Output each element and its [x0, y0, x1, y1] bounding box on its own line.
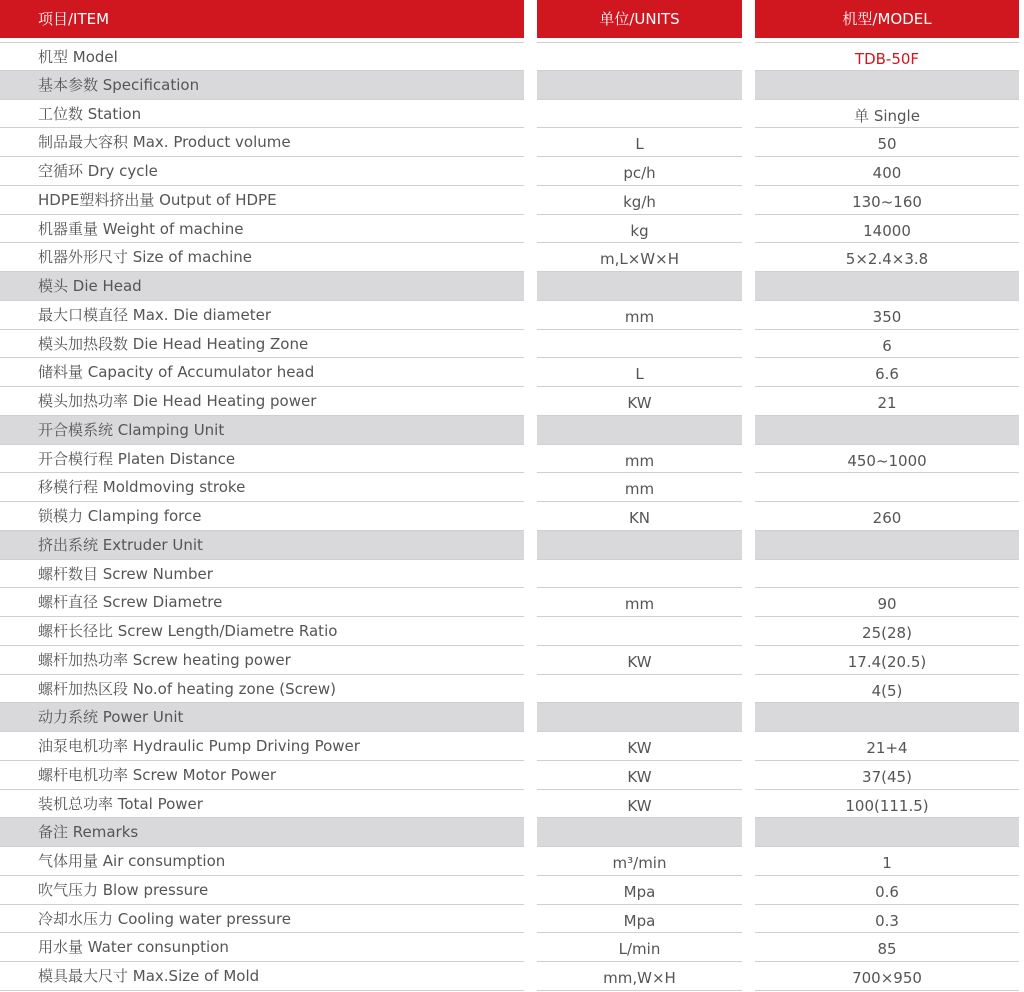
item-cell: 螺杆加热区段 No.of heating zone (Screw) — [0, 675, 524, 704]
item-cell: 用水量 Water consunption — [0, 933, 524, 962]
table-row — [0, 876, 1024, 905]
item-cell: 机型 Model — [0, 42, 524, 71]
unit-cell: KN — [537, 502, 742, 531]
unit-cell — [537, 272, 742, 301]
table-row — [0, 675, 1024, 704]
item-cell: 装机总功率 Total Power — [0, 790, 524, 819]
unit-cell: L/min — [537, 933, 742, 962]
table-row — [0, 560, 1024, 589]
item-cell: 锁模力 Clamping force — [0, 502, 524, 531]
model-value-cell: 400 — [755, 157, 1019, 186]
unit-cell — [537, 71, 742, 100]
table-row — [0, 243, 1024, 272]
model-value-cell: 130~160 — [755, 186, 1019, 215]
table-row — [0, 588, 1024, 617]
unit-cell — [537, 531, 742, 560]
model-value-cell — [755, 531, 1019, 560]
item-cell: 油泵电机功率 Hydraulic Pump Driving Power — [0, 732, 524, 761]
model-value-cell: 1 — [755, 847, 1019, 876]
unit-cell — [537, 818, 742, 847]
unit-cell: pc/h — [537, 157, 742, 186]
table-row — [0, 358, 1024, 387]
item-cell: 螺杆数目 Screw Number — [0, 560, 524, 589]
item-cell: 制品最大容积 Max. Product volume — [0, 128, 524, 157]
table-row — [0, 445, 1024, 474]
model-value-cell: 21+4 — [755, 732, 1019, 761]
unit-cell — [537, 675, 742, 704]
model-value-cell — [755, 473, 1019, 502]
header-model: 机型/MODEL — [755, 0, 1019, 38]
model-value-cell: 37(45) — [755, 761, 1019, 790]
model-value-cell: 25(28) — [755, 617, 1019, 646]
model-value-cell — [755, 416, 1019, 445]
item-cell: 模具最大尺寸 Max.Size of Mold — [0, 962, 524, 991]
section-row — [0, 416, 1024, 445]
unit-cell: KW — [537, 387, 742, 416]
unit-cell: Mpa — [537, 905, 742, 934]
unit-cell — [537, 560, 742, 589]
header-unit: 单位/UNITS — [537, 0, 742, 38]
item-cell: 最大口模直径 Max. Die diameter — [0, 301, 524, 330]
table-row — [0, 790, 1024, 819]
item-cell: 吹气压力 Blow pressure — [0, 876, 524, 905]
model-value-cell — [755, 560, 1019, 589]
item-cell: 备注 Remarks — [0, 818, 524, 847]
table-row — [0, 761, 1024, 790]
section-row — [0, 818, 1024, 847]
unit-cell: Mpa — [537, 876, 742, 905]
section-row — [0, 272, 1024, 301]
unit-cell — [537, 330, 742, 359]
item-cell: 开合模系统 Clamping Unit — [0, 416, 524, 445]
unit-cell — [537, 703, 742, 732]
item-cell: 储料量 Capacity of Accumulator head — [0, 358, 524, 387]
model-value-cell: 单 Single — [755, 100, 1019, 129]
table-row — [0, 646, 1024, 675]
model-value-cell — [755, 703, 1019, 732]
unit-cell: KW — [537, 646, 742, 675]
unit-cell: KW — [537, 732, 742, 761]
section-row — [0, 531, 1024, 560]
unit-cell — [537, 42, 742, 71]
unit-cell: KW — [537, 790, 742, 819]
model-value-cell: 17.4(20.5) — [755, 646, 1019, 675]
table-row — [0, 962, 1024, 991]
unit-cell — [537, 416, 742, 445]
table-row — [0, 933, 1024, 962]
unit-cell: mm — [537, 301, 742, 330]
unit-cell — [537, 100, 742, 129]
unit-cell: mm — [537, 473, 742, 502]
unit-cell: kg — [537, 215, 742, 244]
model-value-cell: 0.6 — [755, 876, 1019, 905]
table-row — [0, 473, 1024, 502]
item-cell: 螺杆直径 Screw Diametre — [0, 588, 524, 617]
model-value-cell: 21 — [755, 387, 1019, 416]
item-cell: 气体用量 Air consumption — [0, 847, 524, 876]
model-value-cell: 450~1000 — [755, 445, 1019, 474]
table-header — [0, 0, 1024, 38]
unit-cell: mm — [537, 445, 742, 474]
spec-table — [0, 42, 1024, 991]
model-value-cell: 5×2.4×3.8 — [755, 243, 1019, 272]
model-value-cell: 14000 — [755, 215, 1019, 244]
unit-cell — [537, 617, 742, 646]
item-cell: 移模行程 Moldmoving stroke — [0, 473, 524, 502]
model-value-cell: 85 — [755, 933, 1019, 962]
item-cell: HDPE塑料挤出量 Output of HDPE — [0, 186, 524, 215]
table-row — [0, 387, 1024, 416]
item-cell: 挤出系统 Extruder Unit — [0, 531, 524, 560]
item-cell: 模头加热段数 Die Head Heating Zone — [0, 330, 524, 359]
model-value-cell: 90 — [755, 588, 1019, 617]
table-row — [0, 330, 1024, 359]
section-row — [0, 71, 1024, 100]
item-cell: 机器外形尺寸 Size of machine — [0, 243, 524, 272]
model-value-cell: 260 — [755, 502, 1019, 531]
item-cell: 螺杆长径比 Screw Length/Diametre Ratio — [0, 617, 524, 646]
table-row — [0, 186, 1024, 215]
unit-cell: mm — [537, 588, 742, 617]
model-value-cell: 6.6 — [755, 358, 1019, 387]
model-value-cell: 100(111.5) — [755, 790, 1019, 819]
item-cell: 动力系统 Power Unit — [0, 703, 524, 732]
model-value-cell: 700×950 — [755, 962, 1019, 991]
unit-cell: m,L×W×H — [537, 243, 742, 272]
item-cell: 工位数 Station — [0, 100, 524, 129]
table-row — [0, 617, 1024, 646]
table-row — [0, 502, 1024, 531]
model-value-cell: 350 — [755, 301, 1019, 330]
table-row — [0, 42, 1024, 71]
table-row — [0, 128, 1024, 157]
item-cell: 模头 Die Head — [0, 272, 524, 301]
item-cell: 机器重量 Weight of machine — [0, 215, 524, 244]
item-cell: 空循环 Dry cycle — [0, 157, 524, 186]
unit-cell: kg/h — [537, 186, 742, 215]
model-value-cell: 6 — [755, 330, 1019, 359]
model-value-cell: 0.3 — [755, 905, 1019, 934]
unit-cell: L — [537, 128, 742, 157]
table-row — [0, 301, 1024, 330]
item-cell: 螺杆加热功率 Screw heating power — [0, 646, 524, 675]
model-value-cell: 4(5) — [755, 675, 1019, 704]
unit-cell: mm,W×H — [537, 962, 742, 991]
model-value-cell — [755, 272, 1019, 301]
table-row — [0, 100, 1024, 129]
table-row — [0, 732, 1024, 761]
unit-cell: L — [537, 358, 742, 387]
model-value-cell: TDB-50F — [755, 42, 1019, 71]
model-value-cell — [755, 818, 1019, 847]
item-cell: 模头加热功率 Die Head Heating power — [0, 387, 524, 416]
model-value-cell — [755, 71, 1019, 100]
item-cell: 冷却水压力 Cooling water pressure — [0, 905, 524, 934]
section-row — [0, 703, 1024, 732]
item-cell: 基本参数 Specification — [0, 71, 524, 100]
unit-cell: KW — [537, 761, 742, 790]
table-row — [0, 905, 1024, 934]
table-row — [0, 215, 1024, 244]
header-item: 项目/ITEM — [0, 0, 524, 38]
item-cell: 螺杆电机功率 Screw Motor Power — [0, 761, 524, 790]
model-value-cell: 50 — [755, 128, 1019, 157]
table-row — [0, 847, 1024, 876]
item-cell: 开合模行程 Platen Distance — [0, 445, 524, 474]
table-row — [0, 157, 1024, 186]
unit-cell: m³/min — [537, 847, 742, 876]
